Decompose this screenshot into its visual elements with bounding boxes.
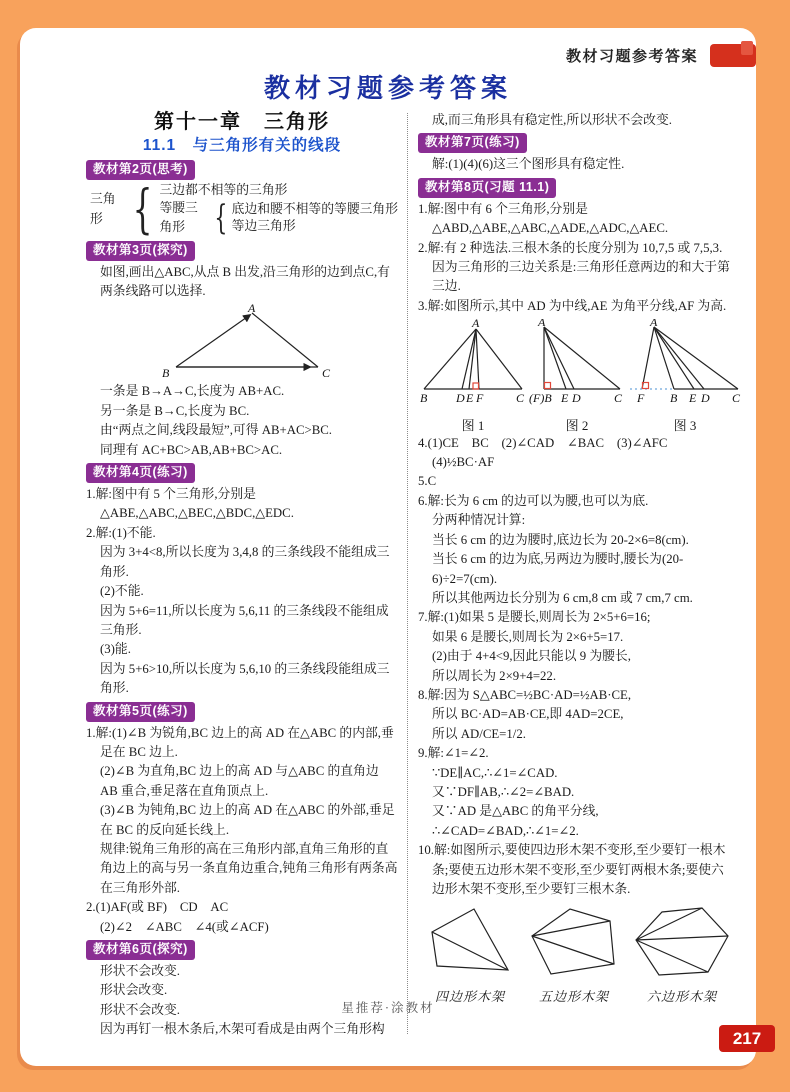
vertex-label: C bbox=[322, 366, 331, 381]
text-line: (4)½BC·AF bbox=[432, 455, 495, 470]
vertex-label: F bbox=[637, 391, 645, 406]
textbook-page-badge: 教材第7页(练习) bbox=[418, 133, 527, 153]
figure-3 bbox=[626, 319, 744, 432]
column-divider bbox=[407, 113, 408, 1034]
text-line: 又∵DF∥AB,∴∠2=∠BAD. bbox=[432, 784, 575, 799]
hexagon-frame-figure bbox=[630, 904, 734, 1003]
vertex-label: F bbox=[476, 391, 484, 406]
text-line: 2.解:(1)不能. bbox=[86, 525, 156, 540]
vertex-label: E bbox=[466, 391, 474, 406]
text-line: 因为 5+6=11,所以长度为 5,6,11 的三条线段不能组成三角形. bbox=[100, 603, 389, 637]
figure-1-svg bbox=[418, 319, 528, 411]
text-line: 由“两点之间,线段最短”,可得 AB+AC>BC. bbox=[100, 423, 332, 438]
text-line: 所以 AD/CE=1/2. bbox=[432, 726, 526, 741]
vertex-label: C bbox=[732, 391, 741, 406]
quadrilateral-frame-svg bbox=[422, 904, 518, 982]
text-line: 2.(1)AF(或 BF) CD AC bbox=[86, 900, 229, 915]
text-line: 6.解:长为 6 cm 的边可以为腰,也可以为底. bbox=[418, 493, 649, 508]
triangle-abc-figure bbox=[86, 303, 398, 381]
figure-3-svg bbox=[626, 319, 744, 411]
vertex-label: B bbox=[420, 391, 428, 406]
vertex-label: C bbox=[516, 391, 525, 406]
inner-brace-icon: { bbox=[214, 198, 228, 239]
text-line: 分两种情况计算: bbox=[432, 513, 526, 528]
vertex-label: D bbox=[701, 391, 710, 406]
right-column bbox=[418, 111, 741, 1040]
text-line: 5.C bbox=[418, 474, 437, 489]
vertex-label: E bbox=[561, 391, 569, 406]
textbook-page-badge: 教材第5页(练习) bbox=[86, 702, 195, 722]
triangle-abc-svg bbox=[132, 303, 352, 381]
figure-2 bbox=[528, 319, 626, 432]
vertex-label: (F)B bbox=[529, 391, 552, 406]
vertex-label: B bbox=[162, 366, 170, 381]
text-line: 另一条是 B→C,长度为 BC. bbox=[100, 403, 250, 418]
text-line: 如果 6 是腰长,则周长为 2×6+5=17. bbox=[432, 629, 624, 644]
bracket-branch: 底边和腰不相等的等腰三角形 bbox=[231, 202, 398, 217]
text-line: 又∵AD 是△ABC 的角平分线, bbox=[432, 804, 599, 819]
text-line: 7.解:(1)如果 5 是腰长,则周长为 2×5+6=16; bbox=[418, 610, 651, 625]
left-column bbox=[86, 111, 398, 1040]
text-line: 一条是 B→A→C,长度为 AB+AC. bbox=[100, 384, 285, 399]
text-line: 当长 6 cm 的边为腰时,底边长为 20-2×6=8(cm). bbox=[432, 532, 689, 547]
text-line: 形状不会改变. bbox=[100, 1002, 180, 1017]
solution-lines bbox=[418, 200, 736, 316]
solution-lines bbox=[418, 434, 736, 900]
text-line: (2)∠2 ∠ABC ∠4(或∠ACF) bbox=[100, 919, 269, 934]
solution-lines bbox=[86, 724, 398, 937]
vertex-label: D bbox=[572, 391, 581, 406]
vertex-label: D bbox=[456, 391, 465, 406]
vertex-label: A bbox=[472, 319, 480, 331]
figure-2-svg bbox=[528, 319, 626, 411]
figure-caption: 图 1 bbox=[461, 417, 485, 433]
text-line: 因为三角形的三边关系是:三角形任意两边的和大于第三边. bbox=[432, 260, 730, 294]
text-line: 因为再钉一根木条后,木架可看成是由两个三角形构 bbox=[100, 1022, 385, 1037]
text-line: 1.解:图中有 6 个三角形,分别是△ABD,△ABE,△ABC,△ADE,△ADC,△AEC. bbox=[418, 201, 669, 236]
textbook-page-badge: 教材第6页(探究) bbox=[86, 940, 195, 960]
bookmark-tab-icon bbox=[710, 44, 756, 67]
answer-card bbox=[20, 28, 756, 1066]
two-column-layout bbox=[86, 111, 756, 1040]
text-line: (2)由于 4+4<9,因此只能以 9 为腰长, bbox=[432, 649, 631, 664]
solution-lines bbox=[418, 155, 736, 174]
chapter-heading: 第十一章 三角形 bbox=[154, 111, 330, 133]
vertex-label: E bbox=[689, 391, 697, 406]
solution-lines bbox=[86, 382, 398, 460]
text-line: 规律:锐角三角形的高在三角形内部,直角三角形的直角边上的高与另一条直角边重合,钝角三角形有两条高在三角形外部. bbox=[100, 841, 398, 895]
figure-caption: 五边形木架 bbox=[538, 988, 609, 1004]
wood-frame-figures-row bbox=[422, 904, 734, 1003]
cevian-figures-row bbox=[418, 319, 741, 433]
bracket-branch: 三边都不相等的三角形 bbox=[159, 182, 288, 197]
pentagon-frame-figure bbox=[524, 904, 624, 1003]
text-line: 所以 BC·AD=AB·CE,即 4AD=2CE, bbox=[432, 707, 624, 722]
text-line: 所以其他两边长分别为 6 cm,8 cm 或 7 cm,7 cm. bbox=[432, 590, 693, 605]
bracket-branch: 等边三角形 bbox=[231, 219, 296, 234]
text-line: 解:(1)(4)(6)这三个图形具有稳定性. bbox=[432, 157, 625, 172]
pentagon-frame-svg bbox=[524, 904, 624, 982]
text-line: 8.解:因为 S△ABC=½BC·AD=½AB·CE, bbox=[418, 687, 632, 702]
vertex-label: B bbox=[670, 391, 678, 406]
text-line: 因为 5+6>10,所以长度为 5,6,10 的三条线段能组成三角形. bbox=[100, 661, 390, 696]
outer-brace-icon: { bbox=[132, 179, 153, 240]
textbook-page-badge: 教材第8页(习题 11.1) bbox=[418, 178, 556, 198]
figure-caption: 图 3 bbox=[673, 417, 697, 433]
text-line: 9.解:∠1=∠2. bbox=[418, 746, 489, 761]
text-line: 3.解:如图所示,其中 AD 为中线,AE 为角平分线,AF 为高. bbox=[418, 298, 727, 313]
text-line: 同理有 AC+BC>AB,AB+BC>AC. bbox=[100, 442, 283, 457]
corner-label: 教材习题参考答案 bbox=[565, 49, 698, 65]
text-line: (3)能. bbox=[100, 642, 131, 657]
footer-brand: 星推荐·涂教材 bbox=[341, 1001, 435, 1015]
textbook-page-badge: 教材第3页(探究) bbox=[86, 241, 195, 261]
vertex-label: C bbox=[614, 391, 623, 406]
figure-1 bbox=[418, 319, 528, 432]
text-line: (2)不能. bbox=[100, 584, 144, 599]
figure-caption: 四边形木架 bbox=[434, 988, 505, 1004]
vertex-label: A bbox=[248, 303, 256, 316]
corner-header bbox=[566, 44, 756, 67]
text-line: 形状会改变. bbox=[100, 983, 168, 998]
text-line: (2)∠B 为直角,BC 边上的高 AD 与△ABC 的直角边 AB 重合,垂足落在直角顶点上. bbox=[100, 764, 379, 798]
text-line: 成,而三角形具有稳定性,所以形状不会改变. bbox=[432, 113, 672, 127]
text-line: 2.解:有 2 种选法.三根木条的长度分别为 10,7,5 或 7,5,3. bbox=[418, 240, 723, 255]
text-line: 1.解:图中有 5 个三角形,分别是△ABE,△ABC,△BEC,△BDC,△EDC. bbox=[86, 487, 294, 521]
figure-caption: 图 2 bbox=[565, 417, 589, 433]
text-line: 1.解:(1)∠B 为锐角,BC 边上的高 AD 在△ABC 的内部,垂足在 BC 边上. bbox=[86, 725, 394, 759]
textbook-page-badge: 教材第4页(练习) bbox=[86, 463, 195, 483]
text-line: 因为 3+4<8,所以长度为 3,4,8 的三条线段不能组成三角形. bbox=[100, 545, 390, 579]
textbook-page-badge: 教材第2页(思考) bbox=[86, 160, 195, 180]
solution-lines bbox=[86, 485, 398, 698]
text-line: ∴∠CAD=∠BAD,∴∠1=∠2. bbox=[432, 823, 579, 838]
vertex-label: A bbox=[538, 319, 546, 330]
page-title: 教材习题参考答案 bbox=[263, 74, 512, 103]
text-line: ∵DE∥AC,∴∠1=∠CAD. bbox=[432, 765, 558, 780]
text-line: 形状不会改变. bbox=[100, 964, 180, 978]
bracket-root-label: 三角形 bbox=[90, 192, 116, 226]
triangle-classification-diagram bbox=[90, 179, 398, 240]
figure-caption: 六边形木架 bbox=[646, 988, 717, 1004]
bracket-branch-label: 等腰三角形 bbox=[159, 200, 198, 235]
text-line: (3)∠B 为钝角,BC 边上的高 AD 在△ABC 的外部,垂足在 BC 的反向延长线上. bbox=[100, 803, 395, 837]
page-number-badge: 217 bbox=[719, 1025, 775, 1052]
text-line: 当长 6 cm 的边为底,另两边为腰时,腰长为(20-6)÷2=7(cm). bbox=[432, 552, 684, 586]
text-line: 10.解:如图所示,要使四边形木架不变形,至少要钉一根木条;要使五边形木架不变形,至少要钉两根木条;要使六边形木架不变形,至少要钉三根木条. bbox=[418, 843, 726, 896]
vertex-label: A bbox=[650, 319, 658, 330]
text-line: 4.(1)CE BC (2)∠CAD ∠BAC (3)∠AFC bbox=[418, 435, 668, 450]
quadrilateral-frame-figure bbox=[422, 904, 518, 1003]
section-heading: 11.1 与三角形有关的线段 bbox=[142, 137, 342, 155]
hexagon-frame-svg bbox=[630, 904, 734, 982]
text-line: 如图,画出△ABC,从点 B 出发,沿三角形的边到点C,有两条线路可以选择. bbox=[100, 264, 390, 299]
text-line: 所以周长为 2×9+4=22. bbox=[432, 668, 557, 683]
